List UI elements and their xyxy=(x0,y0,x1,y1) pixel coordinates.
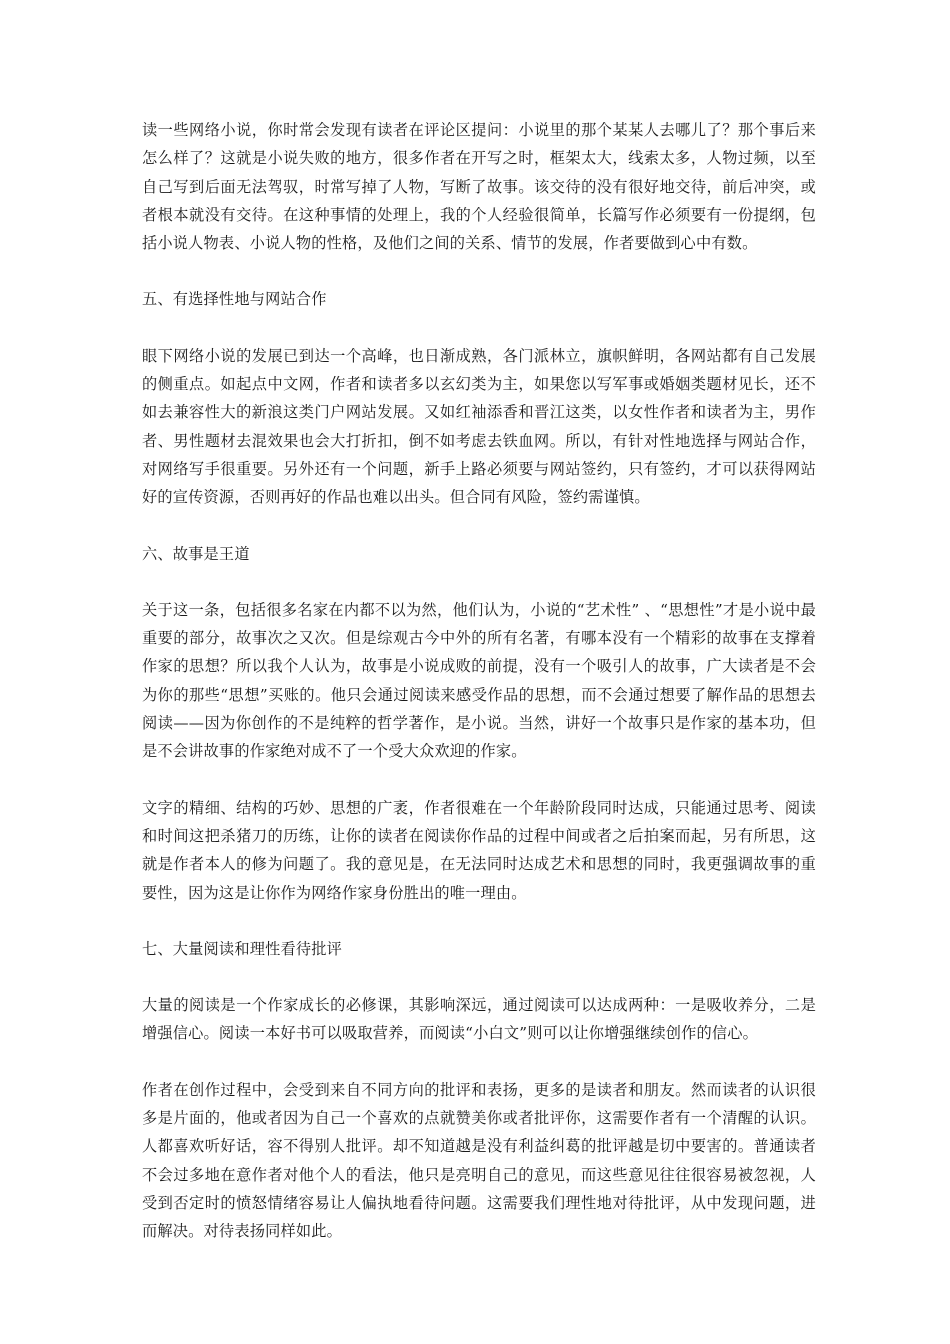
paragraph-website-choice: 眼下网络小说的发展已到达一个高峰，也日渐成熟，各门派林立，旗帜鲜明，各网站都有自己发展的侧重点。如起点中文网，作者和读者多以玄幻类为主，如果您以写军事或婚姻类题材见长，还不如去兼容性大的新浪这类门户网站发展。又如红袖添香和晋江这类，以女性作者和读者为主，男作者、男性题材去混效果也会大打折扣，倒不如考虑去铁血网。所以，有针对性地选择与网站合作，对网络写手很重要。另外还有一个问题，新手上路必须要与网站签约，只有签约，才可以获得网站好的宣传资源，否则再好的作品也难以出头。但合同有风险，签约需谨慎。 xyxy=(142,346,816,507)
section-heading-6: 六、故事是王道 xyxy=(142,544,250,563)
paragraph-story-importance: 文字的精细、结构的巧妙、思想的广袤，作者很难在一个年龄阶段同时达成，只能通过思考、阅读和时间这把杀猪刀的历练，让你的读者在阅读你作品的过程中间或者之后拍案而起，另有所思，这就是作者本人的修为问题了。我的意见是，在无法同时达成艺术和思想的同时，我更强调故事的重要性，因为这是让你作为网络作家身份胜出的唯一理由。 xyxy=(142,798,816,902)
paragraph-reading: 大量的阅读是一个作家成长的必修课，其影响深远，通过阅读可以达成两种：一是吸收养分，二是增强信心。阅读一本好书可以吸取营养，而阅读“小白文”则可以让你增强继续创作的信心。 xyxy=(142,996,816,1043)
section-heading-5: 五、有选择性地与网站合作 xyxy=(142,290,327,309)
section-heading-7: 七、大量阅读和理性看待批评 xyxy=(142,939,343,958)
paragraph-criticism: 作者在创作过程中，会受到来自不同方向的批评和表扬，更多的是读者和朋友。然而读者的认识很多是片面的，他或者因为自己一个喜欢的点就赞美你或者批评你，这需要作者有一个清醒的认识。人都喜欢听好话，容不得别人批评。却不知道越是没有利益纠葛的批评越是切中要害的。普通读者不会过多地在意作者对他个人的看法，他只是亮明自己的意见，而这些意见往往很容易被忽视，人受到否定时的愤怒情绪容易让人偏执地看待问题。这需要我们理性地对待批评，从中发现问题，进而解决。对待表扬同样如此。 xyxy=(142,1080,816,1241)
paragraph-plot-outline: 读一些网络小说，你时常会发现有读者在评论区提问：小说里的那个某某人去哪儿了？那个事后来怎么样了？这就是小说失败的地方，很多作者在开写之时，框架太大，线索太多，人物过频，以至自己写到后面无法驾驭，时常写掉了人物，写断了故事。该交待的没有很好地交待，前后冲突，或者根本就没有交待。在这种事情的处理上，我的个人经验很简单，长篇写作必须要有一份提纲，包括小说人物表、小说人物的性格，及他们之间的关系、情节的发展，作者要做到心中有数。 xyxy=(142,121,816,253)
paragraph-story-first: 关于这一条，包括很多名家在内都不以为然，他们认为，小说的“艺术性” 、“思想性”才是小说中最重要的部分，故事次之又次。但是综观古今中外的所有名著，有哪本没有一个精彩的故事在支撑着作家的思想？所以我个人认为，故事是小说成败的前提，没有一个吸引人的故事，广大读者是不会为你的那些“思想”买账的。他只会通过阅读来感受作品的思想，而不会通过想要了解作品的思想去阅读——因为你创作的不是纯粹的哲学著作，是小说。当然，讲好一个故事只是作家的基本功，但是不会讲故事的作家绝对成不了一个受大众欢迎的作家。 xyxy=(142,600,816,761)
document-page xyxy=(142,116,816,1274)
